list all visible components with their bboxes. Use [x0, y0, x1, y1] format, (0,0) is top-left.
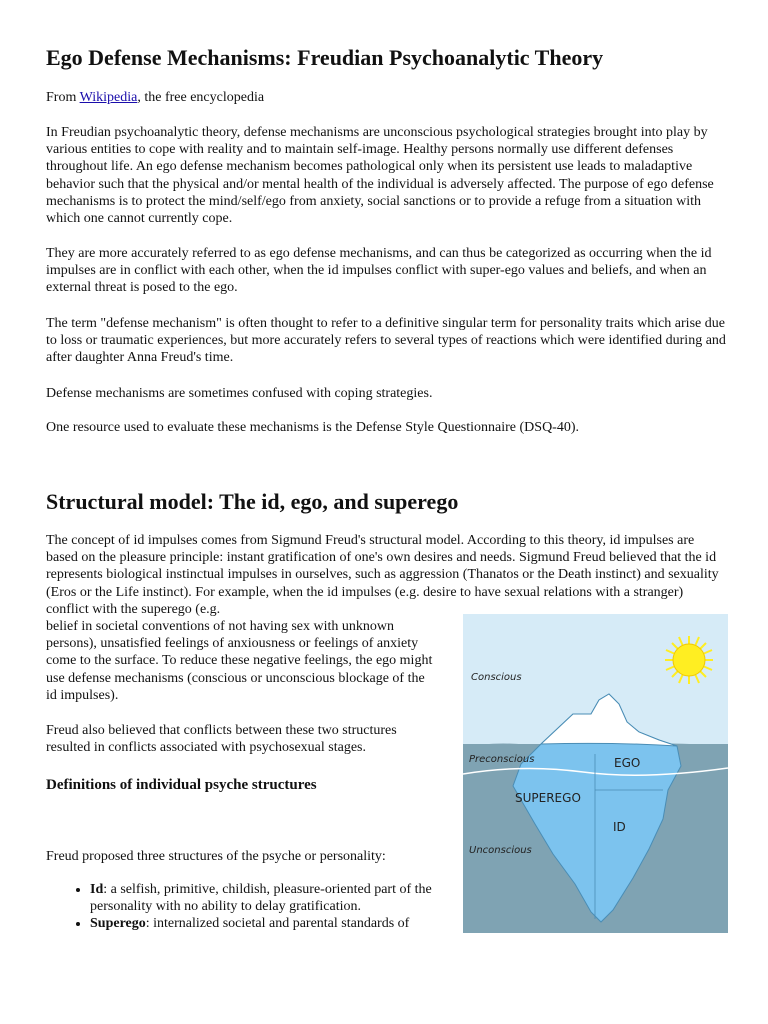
label-conscious: Conscious: [471, 672, 522, 683]
list-item: [90, 881, 480, 915]
intro-paragraph-1: In Freudian psychoanalytic theory, defense mechanisms are unconscious psychological strategies brought into play by various entities to cope with reality and to maintain self-image. Healthy persons normally use different defenses throughout life. An ego defense mechanism becomes pathological only when its persistent use leads to maladaptive behavior such that the physical and/or mental health of the individual is adversely affected. The purpose of ego defense mechanisms is to protect the mind/self/ego from anxiety, social sanctions or to provide a refuge from a situation with which one cannot currently cope.: [46, 125, 714, 227]
label-superego: SUPEREGO: [515, 791, 581, 805]
label-ego: EGO: [614, 756, 641, 770]
section-heading-structural-model: Structural model: The id, ego, and superego: [46, 489, 459, 514]
sun-icon: [665, 636, 713, 684]
intro-paragraph-5: One resource used to evaluate these mechanisms is the Defense Style Questionnaire (DSQ-40).: [46, 420, 580, 435]
intro-paragraph-3: The term "defense mechanism" is often thought to refer to a definitive singular term for personality traits which arise due to loss or traumatic experiences, but more accurately refers to several types of reactions which were identified during and after daughter Anna Freud's time.: [46, 316, 726, 366]
structural-paragraph-3: Freud proposed three structures of the psyche or personality:: [46, 849, 386, 864]
list-desc: : internalized societal and parental standards of: [145, 916, 410, 932]
source-prefix: From: [46, 90, 80, 105]
psyche-structures-list: [46, 881, 480, 933]
label-id: ID: [613, 820, 626, 834]
iceberg-diagram: [463, 614, 728, 933]
list-item: [90, 915, 480, 932]
structural-paragraph-2: Freud also believed that conflicts between these two structures resulted in conflicts associated with psychosexual stages.: [46, 723, 397, 756]
iceberg-svg: [463, 614, 728, 933]
source-line: [46, 89, 264, 106]
label-unconscious: Unconscious: [469, 845, 532, 856]
structural-paragraph-1-wrap: belief in societal conventions of not having sex with unknown persons), unsatisfied feelings of anxiousness or feelings of anxiety come to the surface. To reduce these negative feelings, the ego might use defense mechanisms (conscious or unconscious blockage of the id impulses).: [46, 619, 433, 703]
list-desc: : a selfish, primitive, childish, pleasure-oriented part of the personality with no ability to delay gratification.: [90, 882, 432, 915]
label-preconscious: Preconscious: [469, 754, 535, 765]
structural-paragraph-1: The concept of id impulses comes from Sigmund Freud's structural model. According to this theory, id impulses are based on the pleasure principle: instant gratification of one's own desires and needs. Sigmund Freud believed that the id represents biological instinctual impulses in ourselves, such as aggression (Thanatos or the Death instinct) and sexuality (Eros or the Life instinct). For example, when the id impulses (e.g. desire to have sexual relations with a stranger) conflict with the superego (e.g.: [46, 533, 719, 617]
wikipedia-link[interactable]: Wikipedia: [79, 90, 138, 105]
subheading-psyche-structures: Definitions of individual psyche structures: [46, 777, 317, 793]
intro-paragraph-2: They are more accurately referred to as ego defense mechanisms, and can thus be categorized as occurring when the id impulses are in conflict with each other, when the id impulses conflict with super-ego values and beliefs, and when an external threat is posed to the ego.: [46, 246, 712, 296]
list-term: Id: [90, 882, 104, 897]
list-term: Superego: [90, 916, 146, 932]
source-suffix: , the free encyclopedia: [137, 90, 265, 105]
intro-paragraph-4: Defense mechanisms are sometimes confused with coping strategies.: [46, 386, 433, 401]
page-title: Ego Defense Mechanisms: Freudian Psychoanalytic Theory: [46, 45, 604, 70]
